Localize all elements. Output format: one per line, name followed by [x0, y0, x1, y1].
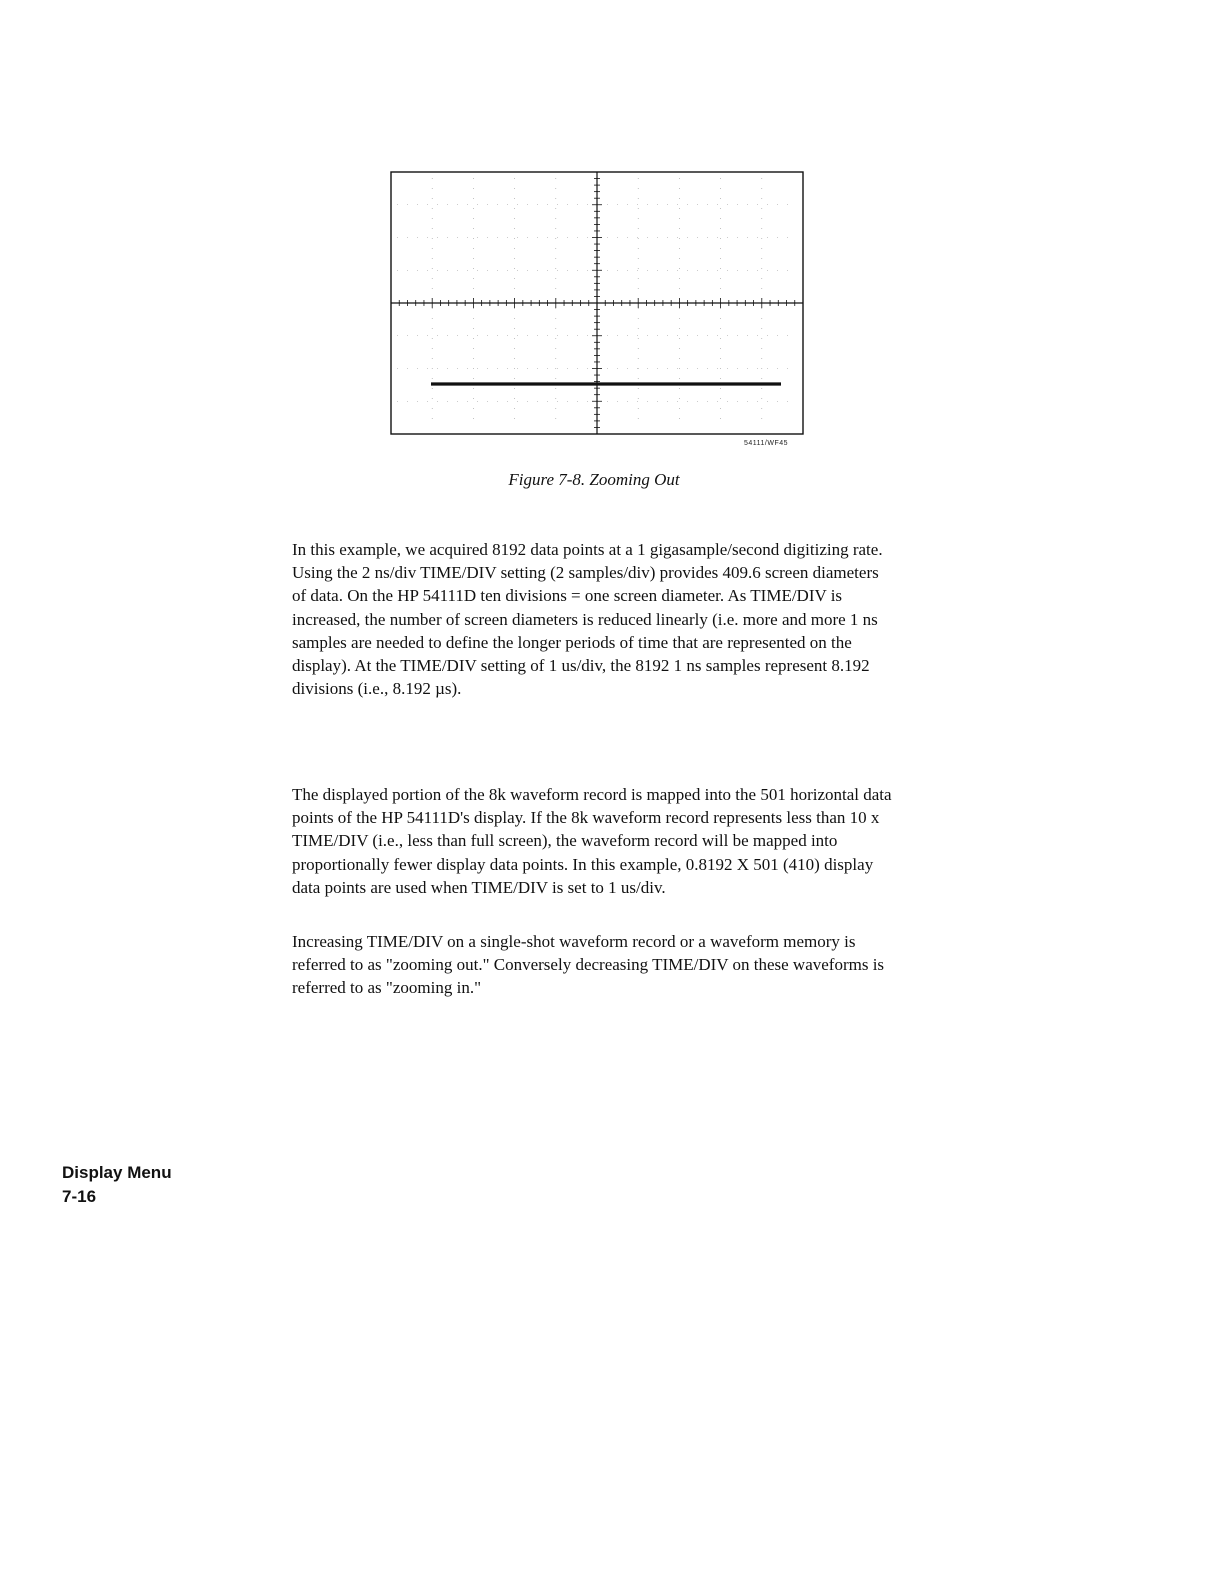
footer-section-title: Display Menu — [62, 1163, 172, 1182]
figure-code-label: 54111/WF45 — [744, 440, 789, 447]
scope-graticule — [389, 170, 805, 436]
paragraph-sampling: In this example, we acquired 8192 data points at a 1 gigasample/second digitizing rate. Using the 2 ns/div TIME/DIV setting (2 samples/div) provides 409.6 screen diameters of data. On the HP 54111D ten divisions = one screen diameter. As TIME/DIV is increased, the number of screen diameters is reduced linearly (i.e. more and more 1 ns samples are needed to define the longer periods of time that are represented on the display). At the TIME/DIV setting of 1 us/div, the 8192 1 ns samples represent 8.192 divisions (i.e., 8.192 µs). — [292, 540, 883, 699]
figure-caption: Figure 7-8. Zooming Out — [508, 470, 680, 489]
footer-page-number: 7-16 — [62, 1187, 97, 1206]
paragraph-mapping: The displayed portion of the 8k waveform record is mapped into the 501 horizontal data points of the HP 54111D's display. If the 8k waveform record represents less than 10 x TIME/DIV (i.e., less than full screen), the waveform record will be mapped into proportionally fewer display data points. In this example, 0.8192 X 501 (410) display data points are used when TIME/DIV is set to 1 us/div. — [292, 785, 892, 897]
paragraph-zooming: Increasing TIME/DIV on a single-shot waveform record or a waveform memory is referred to as "zooming out." Conversely decreasing TIME/DIV on these waveforms is referred to as "zooming in." — [292, 932, 885, 998]
oscilloscope-figure — [389, 170, 805, 436]
